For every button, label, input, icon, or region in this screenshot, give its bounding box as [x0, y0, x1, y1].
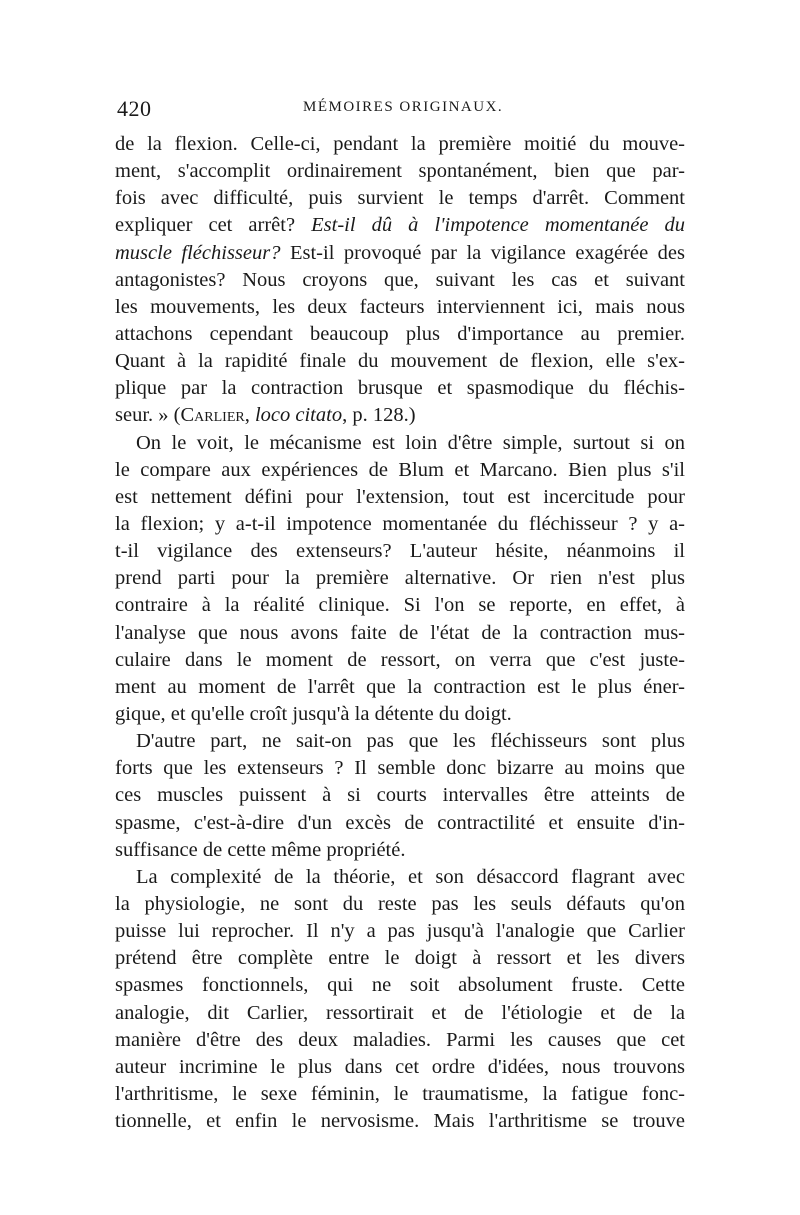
text-line: manière d'être des deux maladies. Parmi les causes que cet [115, 1028, 685, 1051]
text-line: Quant à la rapidité finale du mouvement de flexion, elle s'ex- [115, 350, 685, 373]
page-number: 420 [117, 96, 152, 121]
text-segment: Est-il provoqué par la vigilance exagérée des [280, 241, 685, 264]
text-line: La complexité de la théorie, et son désaccord flagrant avec [136, 865, 685, 888]
text-line: le compare aux expériences de Blum et Marcano. Bien plus s'il [115, 458, 685, 481]
italic-segment: loco citato [254, 404, 343, 427]
text-line: la flexion; y a-t-il impotence momentanée du fléchisseur ? y a- [115, 512, 685, 535]
text-line: t-il vigilance des extenseurs? L'auteur hésite, néanmoins il [115, 540, 685, 563]
text-line: auteur incrimine le plus dans cet ordre d'idées, nous trouvons [115, 1055, 685, 1078]
text-line [115, 402, 685, 429]
text-line: ment au moment de l'arrêt que la contraction est le plus éner- [115, 675, 685, 698]
text-line: ces muscles puissent à si courts intervalles être atteints de [115, 784, 685, 807]
italic-segment: Est-il dû à l'impotence momentanée du [311, 214, 685, 237]
running-title: MÉMOIRES ORIGINAUX. [303, 99, 504, 115]
italic-segment: muscle fléchisseur? [115, 241, 281, 264]
text-line: On le voit, le mécanisme est loin d'être simple, surtout si on [136, 431, 685, 454]
text-line: spasmes fonctionnels, qui ne soit absolument fruste. Cette [115, 974, 685, 997]
text-line: est nettement défini pour l'extension, tout est incercitude pour [115, 485, 685, 508]
text-line [115, 212, 685, 239]
text-line: forts que les extenseurs ? Il semble donc bizarre au moins que [115, 757, 685, 780]
text-line: analogie, dit Carlier, ressortirait et de l'étiologie et de la [115, 1001, 685, 1024]
running-head [117, 96, 685, 128]
text-line: l'arthritisme, le sexe féminin, le traumatisme, la fatigue fonc- [115, 1082, 685, 1105]
text-line: culaire dans le moment de ressort, on verra que c'est juste- [115, 648, 685, 671]
text-line: spasme, c'est-à-dire d'un excès de contractilité et ensuite d'in- [115, 811, 685, 834]
text-line: ment, s'accomplit ordinairement spontanément, bien que par- [115, 160, 685, 183]
text-line: contraire à la réalité clinique. Si l'on se reporte, en effet, à [115, 594, 685, 617]
text-line: l'analyse que nous avons faite de l'état de la contraction mus- [115, 621, 685, 644]
author-name: Carlier [180, 404, 245, 427]
text-segment: expliquer cet arrêt? [115, 214, 312, 237]
text-segment: , [244, 404, 255, 427]
text-line: les mouvements, les deux facteurs interviennent ici, mais nous [115, 295, 685, 318]
text-line: la physiologie, ne sont du reste pas les seuls défauts qu'on [115, 892, 685, 915]
text-line: puisse lui reprocher. Il n'y a pas jusqu'à l'analogie que Carlier [115, 920, 685, 943]
text-line: gique, et qu'elle croît jusqu'à la détente du doigt. [115, 702, 512, 725]
text-line: attachons cependant beaucoup plus d'importance au premier. [115, 322, 685, 345]
text-line: prend parti pour la première alternative. Or rien n'est plus [115, 567, 685, 590]
text-line: suffisance de cette même propriété. [115, 838, 406, 861]
text-line: fois avec difficulté, puis survient le temps d'arrêt. Comment [115, 187, 685, 210]
text-line: antagonistes? Nous croyons que, suivant les cas et suivant [115, 268, 685, 291]
text-line: plique par la contraction brusque et spasmodique du fléchis- [115, 377, 685, 400]
text-line: de la flexion. Celle-ci, pendant la première moitié du mouve- [115, 133, 685, 155]
text-segment: seur. » ( [115, 404, 181, 427]
text-line: tionnelle, et enfin le nervosisme. Mais l'arthritisme se trouve [115, 1110, 685, 1133]
text-segment: , p. 128.) [342, 404, 416, 427]
text-line [115, 240, 685, 267]
text-line: prétend être complète entre le doigt à ressort et les divers [115, 947, 685, 970]
body-text [115, 131, 685, 1135]
text-line: D'autre part, ne sait-on pas que les fléchisseurs sont plus [136, 730, 685, 753]
